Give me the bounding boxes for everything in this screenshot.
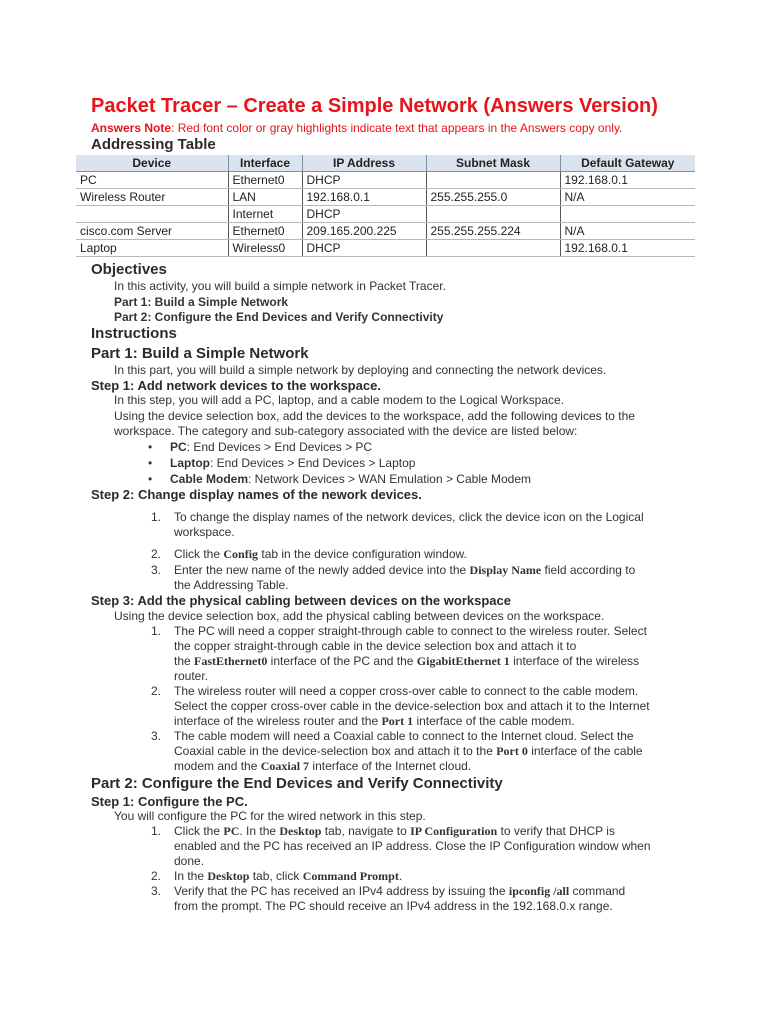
cell-ip-address: 192.168.0.1	[302, 189, 426, 206]
text: to verify that DHCP is	[497, 824, 615, 838]
text: tab, navigate to	[321, 824, 411, 838]
bullet-icon: •	[148, 440, 153, 454]
table-row	[76, 172, 695, 189]
text: The wireless router will need a copper cross-over cable to connect to the cable modem.	[174, 684, 639, 698]
cell-device	[76, 206, 228, 223]
objectives-intro: In this activity, you will build a simple network in Packet Tracer.	[114, 279, 446, 293]
code-term: Display Name	[469, 563, 542, 577]
text: .	[398, 869, 403, 883]
part1-step1-heading: Step 1: Add network devices to the workspace.	[91, 378, 381, 393]
device-name: PC	[170, 440, 187, 454]
list-number: 3.	[151, 729, 162, 743]
table-row	[76, 206, 695, 223]
page-title: Packet Tracer – Create a Simple Network (Answers Version)	[91, 95, 658, 117]
bullet-icon: •	[148, 472, 153, 486]
part2-step1-intro: You will configure the PC for the wired network in this step.	[114, 809, 426, 823]
text: interface of the Internet cloud.	[309, 759, 472, 773]
text: Verify that the PC has received an IPv4 address by issuing the	[174, 884, 509, 898]
bullet-icon: •	[148, 456, 153, 470]
text: In the	[174, 869, 208, 883]
code-term: PC	[223, 824, 240, 838]
cell-device: Laptop	[76, 240, 228, 257]
objective-part2: Part 2: Configure the End Devices and Verify Connectivity	[114, 310, 444, 324]
text: tab, click	[249, 869, 303, 883]
cell-device: Wireless Router	[76, 189, 228, 206]
text: modem and the	[174, 759, 261, 773]
part1-step3-heading: Step 3: Add the physical cabling between devices on the workspace	[91, 593, 511, 608]
part2-heading: Part 2: Configure the End Devices and Verify Connectivity	[91, 775, 503, 792]
part1-step1-line1: In this step, you will add a PC, laptop, and a cable modem to the Logical Workspace.	[114, 393, 565, 407]
cell-default-gateway: N/A	[560, 223, 695, 240]
cell-default-gateway: 192.168.0.1	[560, 240, 695, 257]
cell-default-gateway: 192.168.0.1	[560, 172, 695, 189]
text: from the prompt. The PC should receive an IPv4 address in the 192.168.0.x range.	[174, 899, 613, 913]
step2-item1-line1: To change the display names of the network devices, click the device icon on the Logical	[174, 510, 644, 524]
list-item	[148, 440, 372, 454]
part1-step1-line3: workspace. The category and sub-category associated with the device are listed below:	[114, 424, 578, 438]
text: the copper straight-through cable in the device selection box and attach it to	[174, 639, 577, 653]
cell-ip-address: DHCP	[302, 206, 426, 223]
text: interface of the PC and the	[267, 654, 417, 668]
list-number: 3.	[151, 563, 162, 577]
text: router.	[174, 669, 209, 683]
text: interface of the wireless	[509, 654, 640, 668]
header-default-gateway: Default Gateway	[560, 155, 695, 172]
text: Coaxial cable in the device-selection box and attach it to the	[174, 744, 497, 758]
text: interface of the wireless router and the	[174, 714, 382, 728]
text: command	[569, 884, 626, 898]
table-row	[76, 240, 695, 257]
answers-note-text: : Red font color or gray highlights indicate text that appears in the Answers copy only.	[171, 121, 623, 135]
list-number: 3.	[151, 884, 162, 898]
cell-subnet-mask: 255.255.255.0	[426, 189, 560, 206]
list-number: 2.	[151, 869, 162, 883]
text: the	[174, 654, 195, 668]
text: enabled and the PC has received an IP address. Close the IP Configuration window when	[174, 839, 651, 853]
code-term: Config	[223, 547, 259, 561]
list-item	[148, 472, 531, 486]
code-term: Port 0	[496, 744, 528, 758]
text: Enter the new name of the newly added device into the	[174, 563, 470, 577]
cell-interface: Ethernet0	[228, 172, 302, 189]
text: Click the	[174, 824, 224, 838]
list-item	[148, 456, 415, 470]
code-term: Coaxial 7	[260, 759, 310, 773]
text: the Addressing Table.	[174, 578, 289, 592]
answers-note	[91, 121, 622, 135]
cell-subnet-mask	[426, 172, 560, 189]
list-number: 2.	[151, 547, 162, 561]
cell-default-gateway: N/A	[560, 189, 695, 206]
code-term: GigabitEthernet 1	[416, 654, 510, 668]
text: The PC will need a copper straight-through cable to connect to the wireless router. Select	[174, 624, 647, 638]
addressing-table-heading: Addressing Table	[91, 136, 216, 153]
list-number: 2.	[151, 684, 162, 698]
header-device: Device	[76, 155, 228, 172]
code-term: ipconfig /all	[508, 884, 570, 898]
addressing-table	[76, 155, 695, 257]
part1-step2-heading: Step 2: Change display names of the nework devices.	[91, 487, 422, 502]
cell-interface: Wireless0	[228, 240, 302, 257]
cell-interface: LAN	[228, 189, 302, 206]
cell-device: cisco.com Server	[76, 223, 228, 240]
cell-interface: Ethernet0	[228, 223, 302, 240]
header-subnet-mask: Subnet Mask	[426, 155, 560, 172]
code-term: Command Prompt	[302, 869, 399, 883]
text: interface of the cable	[527, 744, 643, 758]
text: done.	[174, 854, 205, 868]
list-number: 1.	[151, 624, 162, 638]
device-path: : End Devices > End Devices > Laptop	[210, 456, 416, 470]
cell-ip-address: DHCP	[302, 172, 426, 189]
part2-step1-heading: Step 1: Configure the PC.	[91, 794, 248, 809]
header-interface: Interface	[228, 155, 302, 172]
table-row	[76, 223, 695, 240]
text: The cable modem will need a Coaxial cable to connect to the Internet cloud. Select the	[174, 729, 634, 743]
device-path: : Network Devices > WAN Emulation > Cable Modem	[248, 472, 532, 486]
cell-subnet-mask	[426, 206, 560, 223]
part1-step1-line2: Using the device selection box, add the devices to the workspace, add the following devices to the	[114, 409, 635, 423]
code-term: IP Configuration	[410, 824, 498, 838]
cell-device: PC	[76, 172, 228, 189]
text: Select the copper cross-over cable in the device-selection box and attach it to the Internet	[174, 699, 650, 713]
answers-note-label: Answers Note	[91, 121, 172, 135]
text: Click the	[174, 547, 224, 561]
text: interface of the cable modem.	[413, 714, 575, 728]
code-term: Desktop	[207, 869, 250, 883]
device-name: Cable Modem	[170, 472, 249, 486]
cell-ip-address: DHCP	[302, 240, 426, 257]
code-term: Desktop	[279, 824, 322, 838]
objective-part1: Part 1: Build a Simple Network	[114, 295, 289, 309]
device-path: : End Devices > End Devices > PC	[186, 440, 373, 454]
list-number: 1.	[151, 824, 162, 838]
table-row	[76, 189, 695, 206]
code-term: FastEthernet0	[194, 654, 268, 668]
cell-default-gateway	[560, 206, 695, 223]
part1-step3-intro: Using the device selection box, add the physical cabling between devices on the workspace.	[114, 609, 605, 623]
text: field according to	[541, 563, 636, 577]
cell-ip-address: 209.165.200.225	[302, 223, 426, 240]
text: tab in the device configuration window.	[258, 547, 467, 561]
instructions-heading: Instructions	[91, 325, 177, 342]
part1-intro: In this part, you will build a simple network by deploying and connecting the network devices.	[114, 363, 607, 377]
device-name: Laptop	[170, 456, 210, 470]
code-term: Port 1	[381, 714, 414, 728]
step2-item1-line2: workspace.	[174, 525, 235, 539]
text: . In the	[239, 824, 280, 838]
cell-subnet-mask: 255.255.255.224	[426, 223, 560, 240]
list-number: 1.	[151, 510, 162, 524]
cell-interface: Internet	[228, 206, 302, 223]
part1-heading: Part 1: Build a Simple Network	[91, 345, 309, 362]
header-ip-address: IP Address	[302, 155, 426, 172]
objectives-heading: Objectives	[91, 261, 167, 278]
table-header-row	[76, 155, 695, 172]
cell-subnet-mask	[426, 240, 560, 257]
